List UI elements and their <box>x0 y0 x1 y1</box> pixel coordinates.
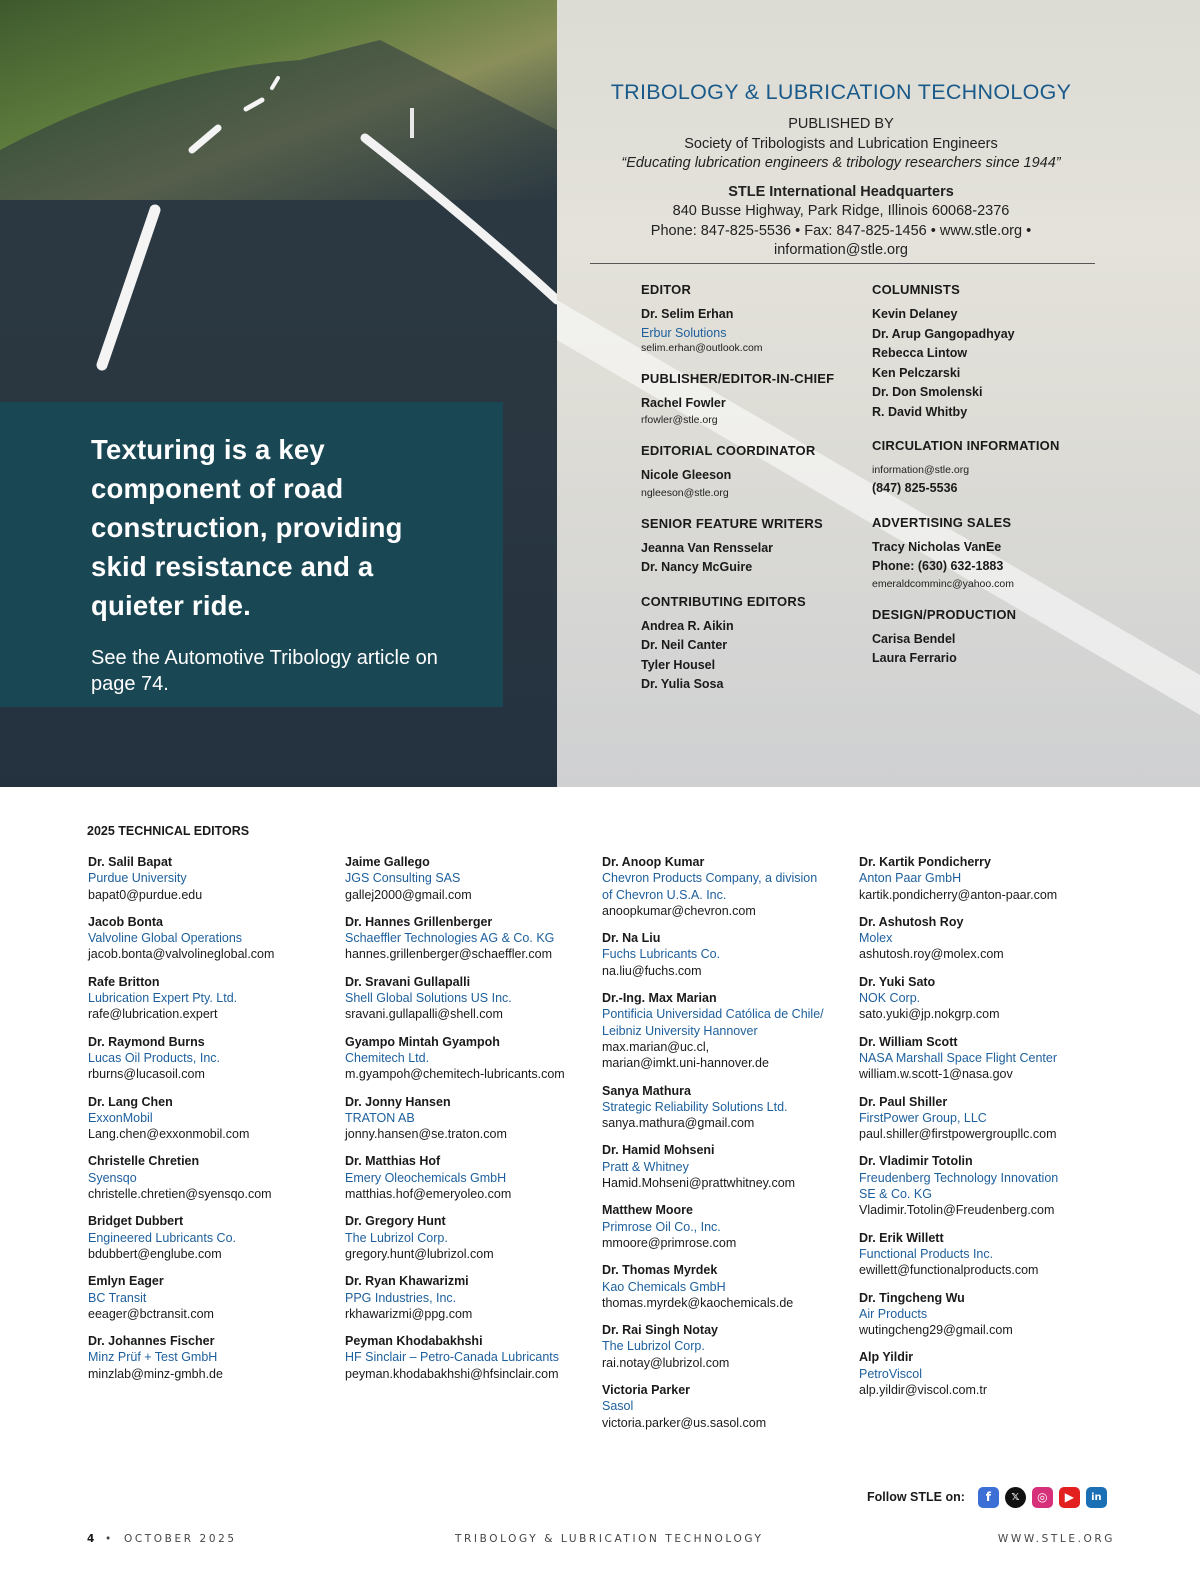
tech-editor-email[interactable]: jonny.hansen@se.traton.com <box>345 1127 507 1142</box>
tech-editor-entry <box>345 974 595 1023</box>
staff-email[interactable]: rfowler@stle.org <box>641 414 718 426</box>
tech-editor-name: Bridget Dubbert <box>88 1214 184 1229</box>
tech-editor-entry <box>345 1153 595 1202</box>
tech-editor-org: Molex <box>859 931 893 946</box>
tech-editor-entry <box>602 1202 852 1251</box>
tech-editor-org: Chevron Products Company, a division <box>602 871 818 886</box>
tech-editor-org: Emery Oleochemicals GmbH <box>345 1170 507 1185</box>
social-icons <box>978 1487 1107 1508</box>
tech-editor-name: Dr. Jonny Hansen <box>345 1094 451 1109</box>
tech-editor-entry <box>859 854 1109 903</box>
tech-editor-email[interactable]: matthias.hof@emeryoleo.com <box>345 1187 512 1202</box>
tech-editor-email[interactable]: Hamid.Mohseni@prattwhitney.com <box>602 1176 796 1191</box>
staff-name: Rachel Fowler <box>641 395 726 410</box>
tech-editor-entry <box>88 914 328 963</box>
staff-email[interactable]: selim.erhan@outlook.com <box>641 341 763 354</box>
youtube-glyph: ▶ <box>1064 1490 1075 1504</box>
footer-website[interactable]: WWW.STLE.ORG <box>997 1533 1115 1545</box>
tech-editor-name: Dr. Erik Willett <box>859 1230 944 1245</box>
staff-name: Dr. Selim Erhan <box>641 307 734 321</box>
section-heading: CONTRIBUTING EDITORS <box>641 593 806 609</box>
footer-magazine-name: TRIBOLOGY & LUBRICATION TECHNOLOGY <box>455 1533 764 1545</box>
tech-editor-email[interactable]: jacob.bonta@valvolineglobal.com <box>88 947 275 962</box>
tech-editor-name: Dr. Hannes Grillenberger <box>345 914 493 929</box>
staff-name: Tracy Nicholas VanEe <box>872 539 1002 554</box>
tech-editor-name: Dr. Hamid Mohseni <box>602 1143 715 1158</box>
tech-editor-email[interactable]: ashutosh.roy@molex.com <box>859 947 1004 962</box>
tech-editor-org: TRATON AB <box>345 1110 415 1125</box>
tech-editor-entry <box>602 1382 852 1431</box>
senior-writers-section <box>641 516 861 578</box>
tech-editor-name: Dr. Gregory Hunt <box>345 1214 446 1229</box>
tech-editor-name: Peyman Khodabakhshi <box>345 1334 483 1349</box>
tech-editor-entry <box>859 1290 1109 1339</box>
tech-editor-name: Jacob Bonta <box>88 914 164 929</box>
tech-editor-email[interactable]: gallej2000@gmail.com <box>345 887 472 902</box>
tech-editor-entry <box>859 974 1109 1023</box>
staff-email[interactable]: ngleeson@stle.org <box>641 486 729 499</box>
tech-editor-entry <box>88 854 328 903</box>
design-section <box>872 607 1092 669</box>
tech-editor-email[interactable]: mmoore@primrose.com <box>602 1235 737 1250</box>
tech-editor-name: Dr. Vladimir Totolin <box>859 1154 973 1169</box>
staff-name: Laura Ferrario <box>872 651 957 665</box>
tech-editor-name: Jaime Gallego <box>345 855 430 869</box>
tech-editor-name: Dr. Johannes Fischer <box>88 1334 215 1349</box>
tech-editor-email[interactable]: minzlab@minz-gmbh.de <box>88 1366 223 1381</box>
tech-editor-entry <box>88 1333 328 1382</box>
tech-editor-name: Dr. Salil Bapat <box>88 855 173 869</box>
tech-editor-name: Dr. Rai Singh Notay <box>602 1323 718 1338</box>
tech-editor-org: FirstPower Group, LLC <box>859 1110 987 1125</box>
tech-editor-org: NASA Marshall Space Flight Center <box>859 1050 1058 1065</box>
tech-editor-org: Air Products <box>859 1306 928 1321</box>
tech-editor-email[interactable]: rkhawarizmi@ppg.com <box>345 1306 473 1321</box>
society-name: Society of Tribologists and Lubrication Engineers <box>684 135 998 152</box>
tech-editor-name: Sanya Mathura <box>602 1083 691 1098</box>
tech-editors-column-2 <box>345 854 595 1393</box>
publisher-section <box>641 371 861 428</box>
tech-editor-email[interactable]: rai.notay@lubrizol.com <box>602 1355 730 1370</box>
tech-editor-email[interactable]: marian@imkt.uni-hannover.de <box>602 1056 769 1071</box>
tech-editor-entry <box>345 1273 595 1322</box>
tech-editor-org: Schaeffler Technologies AG & Co. KG <box>345 931 555 946</box>
tech-editor-email[interactable]: hannes.grillenberger@schaeffler.com <box>345 947 553 962</box>
page-footer <box>87 1533 1115 1549</box>
publication-title: TRIBOLOGY & LUBRICATION TECHNOLOGY <box>610 80 1072 104</box>
tech-editor-name: Dr. Kartik Pondicherry <box>859 855 991 869</box>
tech-editor-org: JGS Consulting SAS <box>345 871 461 886</box>
staff-name: R. David Whitby <box>872 404 968 419</box>
road-photo <box>0 0 557 787</box>
tech-editor-name: Dr. Na Liu <box>602 931 661 946</box>
tech-editor-name: Dr. Lang Chen <box>88 1094 173 1109</box>
tech-editor-email[interactable]: christelle.chretien@syensqo.com <box>88 1187 272 1202</box>
tech-editor-email[interactable]: sravani.gullapalli@shell.com <box>345 1007 503 1022</box>
tech-editor-email[interactable]: rafe@lubrication.expert <box>88 1007 218 1022</box>
tech-editor-entry <box>345 1333 595 1382</box>
section-heading: COLUMNISTS <box>872 282 960 297</box>
tech-editor-name: Dr. William Scott <box>859 1034 958 1049</box>
facebook-glyph: f <box>985 1490 992 1504</box>
staff-name: Carisa Bendel <box>872 631 956 646</box>
tech-editor-entry <box>859 914 1109 963</box>
staff-name: Dr. Don Smolenski <box>872 385 983 399</box>
tech-editor-email[interactable]: na.liu@fuchs.com <box>602 963 702 978</box>
tech-editor-name: Victoria Parker <box>602 1383 691 1398</box>
tech-editor-entry <box>859 1153 1109 1218</box>
section-heading: PUBLISHER/EDITOR-IN-CHIEF <box>641 370 835 386</box>
tagline: “Educating lubrication engineers & tribology researchers since 1944” <box>621 155 1061 171</box>
tech-editor-org: NOK Corp. <box>859 991 921 1006</box>
tech-editor-org: BC Transit <box>88 1290 147 1305</box>
tech-editor-email[interactable]: Lang.chen@exxonmobil.com <box>88 1127 250 1142</box>
advertising-phone: Phone: (630) 632-1883 <box>872 559 1004 573</box>
x-icon[interactable] <box>1005 1487 1026 1508</box>
facebook-icon[interactable] <box>978 1487 999 1508</box>
tech-editor-name: Dr. Ryan Khawarizmi <box>345 1274 469 1289</box>
staff-email[interactable]: emeraldcomminc@yahoo.com <box>872 577 1014 590</box>
tech-editor-org: Purdue University <box>88 871 187 886</box>
tech-editor-entry <box>88 1153 328 1202</box>
tech-editor-entry <box>602 1262 852 1311</box>
section-heading: ADVERTISING SALES <box>872 514 1012 530</box>
tech-editor-name: Dr. Raymond Burns <box>88 1034 205 1049</box>
section-heading: EDITOR <box>641 282 692 297</box>
editor-section <box>641 282 861 355</box>
tech-editor-org: Engineered Lubricants Co. <box>88 1230 237 1245</box>
staff-name: Dr. Nancy McGuire <box>641 560 753 574</box>
tech-editor-org: Valvoline Global Operations <box>88 931 243 946</box>
tech-editor-entry <box>345 1213 595 1262</box>
section-heading: CIRCULATION INFORMATION <box>872 438 1060 453</box>
staff-name: Dr. Neil Canter <box>641 638 728 652</box>
tech-editor-email[interactable]: alp.yildir@viscol.com.tr <box>859 1383 987 1398</box>
tech-editor-email[interactable]: sato.yuki@jp.nokgrp.com <box>859 1007 1000 1022</box>
tech-editor-org: Functional Products Inc. <box>859 1246 994 1261</box>
circulation-email[interactable]: information@stle.org <box>872 464 970 476</box>
circulation-section <box>872 438 1092 499</box>
tech-editor-entry <box>345 914 595 963</box>
tech-editor-email[interactable]: kartik.pondicherry@anton-paar.com <box>859 887 1058 902</box>
tech-editor-email[interactable]: victoria.parker@us.sasol.com <box>602 1415 767 1430</box>
tech-editor-org: Kao Chemicals GmbH <box>602 1279 726 1294</box>
advertising-section <box>872 515 1092 591</box>
tech-editor-email[interactable]: max.marian@uc.cl, <box>602 1039 710 1054</box>
tech-editor-name: Dr.-Ing. Max Marian <box>602 991 717 1006</box>
tech-editor-org: Pratt & Whitney <box>602 1159 689 1174</box>
tech-editor-org: Chemitech Ltd. <box>345 1050 430 1065</box>
tech-editor-org: of Chevron U.S.A. Inc. <box>602 887 727 902</box>
tech-editor-org: Lucas Oil Products, Inc. <box>88 1050 221 1065</box>
tech-editor-entry <box>345 1094 595 1143</box>
tech-editor-email[interactable]: thomas.myrdek@kaochemicals.de <box>602 1295 794 1310</box>
tech-editor-org: Syensqo <box>88 1170 137 1185</box>
section-heading: SENIOR FEATURE WRITERS <box>641 515 823 531</box>
tech-editor-email[interactable]: peyman.khodabakhshi@hfsinclair.com <box>345 1366 559 1381</box>
tech-editor-entry <box>859 1034 1109 1083</box>
tech-editors-column-4 <box>859 854 1109 1409</box>
tech-editor-entry <box>602 1142 852 1191</box>
issue-date: OCTOBER 2025 <box>124 1533 237 1545</box>
staff-column-left <box>641 282 861 711</box>
tech-editor-org: The Lubrizol Corp. <box>345 1230 448 1245</box>
tech-editor-email[interactable]: eeager@bctransit.com <box>88 1306 214 1321</box>
tech-editor-entry <box>859 1094 1109 1143</box>
staff-name: Jeanna Van Rensselar <box>641 540 774 555</box>
hq-contact[interactable]: Phone: 847-825-5536 • Fax: 847-825-1456 • www.stle.org • information@stle.org <box>650 222 1032 258</box>
follow-label: Follow STLE on: <box>867 1490 965 1504</box>
tech-editor-name: Rafe Britton <box>88 974 160 989</box>
tech-editor-org: Shell Global Solutions US Inc. <box>345 991 512 1006</box>
staff-name: Dr. Yulia Sosa <box>641 677 724 691</box>
tech-editor-org: Strategic Reliability Solutions Ltd. <box>602 1099 788 1114</box>
tech-editor-org: Anton Paar GmbH <box>859 871 962 886</box>
tech-editor-name: Dr. Thomas Myrdek <box>602 1263 718 1278</box>
tech-editor-name: Dr. Sravani Gullapalli <box>345 974 471 989</box>
tech-editor-org: PetroViscol <box>859 1366 922 1381</box>
youtube-icon[interactable] <box>1059 1487 1080 1508</box>
staff-name: Nicole Gleeson <box>641 468 732 482</box>
masthead-divider <box>590 263 1095 264</box>
linkedin-icon[interactable] <box>1086 1487 1107 1508</box>
footer-separator: • <box>105 1533 114 1545</box>
tech-editor-org: Lubrication Expert Pty. Ltd. <box>88 991 238 1006</box>
published-by: PUBLISHED BY <box>788 116 894 132</box>
tech-editor-email[interactable]: Vladimir.Totolin@Freudenberg.com <box>859 1203 1055 1218</box>
staff-column-right <box>872 282 1092 685</box>
tech-editor-email[interactable]: ewillett@functionalproducts.com <box>859 1263 1039 1278</box>
staff-name: Tyler Housel <box>641 657 716 672</box>
tech-editor-entry <box>602 1083 852 1132</box>
tech-editor-email[interactable]: rburns@lucasoil.com <box>88 1067 205 1082</box>
tech-editor-org: HF Sinclair – Petro-Canada Lubricants <box>345 1350 559 1365</box>
tech-editor-email[interactable]: sanya.mathura@gmail.com <box>602 1116 755 1131</box>
tech-editor-entry <box>602 1322 852 1371</box>
section-heading: DESIGN/PRODUCTION <box>872 606 1017 622</box>
x-glyph: 𝕏 <box>1011 1491 1020 1503</box>
tech-editor-org: Fuchs Lubricants Co. <box>602 947 721 962</box>
tech-editor-name: Alp Yildir <box>859 1350 914 1365</box>
staff-name: Ken Pelczarski <box>872 365 961 380</box>
staff-name: Dr. Arup Gangopadhyay <box>872 326 1015 341</box>
hq-address: 840 Busse Highway, Park Ridge, Illinois 60068-2376 <box>672 203 1010 219</box>
tech-editor-entry <box>88 1213 328 1262</box>
tech-editor-org: SE & Co. KG <box>859 1187 932 1202</box>
tech-editor-name: Emlyn Eager <box>88 1274 164 1289</box>
columnists-section <box>872 282 1092 422</box>
tech-editor-name: Christelle Chretien <box>88 1154 200 1169</box>
tech-editor-entry <box>602 990 852 1071</box>
callout-headline: Texturing is a key component of road construction, providing skid resistance and a quieter ride. <box>91 434 403 621</box>
tech-editor-entry <box>602 930 852 979</box>
tech-editor-entry <box>88 974 328 1023</box>
tech-editor-email[interactable]: paul.shiller@firstpowergroupllc.com <box>859 1127 1057 1142</box>
tech-editor-name: Dr. Matthias Hof <box>345 1154 441 1169</box>
tech-editor-entry <box>859 1349 1109 1398</box>
tech-editors-column-1 <box>88 854 328 1393</box>
tech-editor-org: ExxonMobil <box>88 1110 153 1125</box>
staff-name: Kevin Delaney <box>872 307 958 321</box>
tech-editor-entry <box>345 854 595 903</box>
tech-editor-email[interactable]: bapat0@purdue.edu <box>88 887 203 902</box>
tech-editor-email[interactable]: william.w.scott-1@nasa.gov <box>859 1067 1013 1082</box>
tech-editor-entry <box>859 1230 1109 1279</box>
tech-editor-email[interactable]: m.gyampoh@chemitech-lubricants.com <box>345 1067 565 1082</box>
social-follow-bar <box>867 1484 1107 1510</box>
tech-editor-email[interactable]: anoopkumar@chevron.com <box>602 903 756 918</box>
tech-editor-org: The Lubrizol Corp. <box>602 1339 705 1354</box>
instagram-glyph: ◎ <box>1037 1490 1048 1504</box>
instagram-icon[interactable] <box>1032 1487 1053 1508</box>
tech-editor-org: Minz Prüf + Test GmbH <box>88 1350 218 1365</box>
tech-editor-entry <box>88 1094 328 1143</box>
callout-reference[interactable]: See the Automotive Tribology article on page 74. <box>91 647 438 695</box>
tech-editor-org: Leibniz University Hannover <box>602 1023 758 1038</box>
circulation-phone: (847) 825-5536 <box>872 481 958 495</box>
tech-editor-entry <box>88 1273 328 1322</box>
tech-editor-name: Gyampo Mintah Gyampoh <box>345 1034 500 1049</box>
tech-editor-entry <box>345 1034 595 1083</box>
tech-editor-org: PPG Industries, Inc. <box>345 1290 457 1305</box>
tech-editor-org: Primrose Oil Co., Inc. <box>602 1219 721 1234</box>
tech-editor-email[interactable]: wutingcheng29@gmail.com <box>859 1323 1013 1338</box>
tech-editor-org: Pontificia Universidad Católica de Chile/ <box>602 1007 824 1022</box>
tech-editor-entry <box>88 1034 328 1083</box>
hq-heading: STLE International Headquarters <box>728 183 954 200</box>
tech-editor-org: Freudenberg Technology Innovation <box>859 1170 1059 1185</box>
tech-editors-column-3 <box>602 854 852 1442</box>
tech-editor-name: Dr. Yuki Sato <box>859 974 936 989</box>
tech-editor-email[interactable]: bdubbert@englube.com <box>88 1246 222 1261</box>
linkedin-glyph: in <box>1091 1491 1102 1503</box>
staff-org: Erbur Solutions <box>641 325 727 340</box>
tech-editor-org: Sasol <box>602 1399 634 1414</box>
tech-editor-name: Dr. Ashutosh Roy <box>859 914 964 929</box>
tech-editor-email[interactable]: gregory.hunt@lubrizol.com <box>345 1246 494 1261</box>
tech-editor-entry <box>602 854 852 919</box>
staff-name: Rebecca Lintow <box>872 346 968 360</box>
staff-name: Andrea R. Aikin <box>641 618 734 633</box>
tech-editor-name: Dr. Tingcheng Wu <box>859 1290 965 1305</box>
feature-callout <box>0 402 503 707</box>
tech-editor-name: Dr. Paul Shiller <box>859 1094 948 1109</box>
section-heading: EDITORIAL COORDINATOR <box>641 443 816 458</box>
masthead <box>585 80 1097 261</box>
tech-editors-title: 2025 TECHNICAL EDITORS <box>87 824 250 838</box>
tech-editor-name: Dr. Anoop Kumar <box>602 855 705 869</box>
tech-editor-name: Matthew Moore <box>602 1203 693 1218</box>
page-number: 4 <box>87 1533 97 1545</box>
contributing-editors-section <box>641 594 861 695</box>
coordinator-section <box>641 443 861 500</box>
